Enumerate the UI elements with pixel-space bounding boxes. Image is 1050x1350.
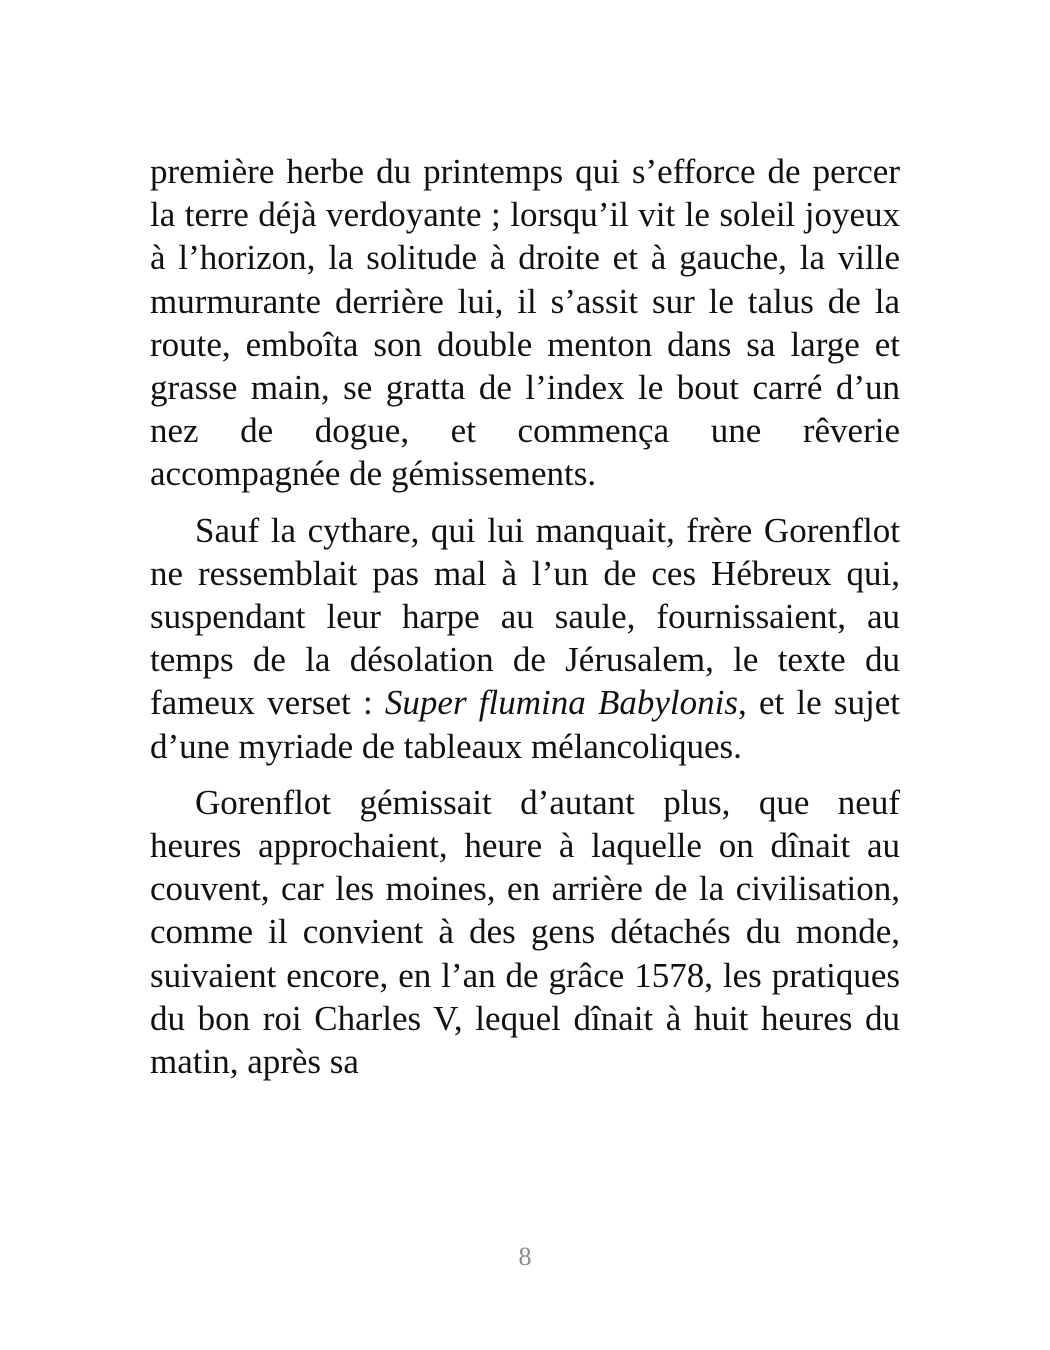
paragraph-2-text-a: Sauf la cythare, qui lui manquait, frère Gorenflot ne ressemblait pas mal à l’un de ces Hébreux qui, suspendant leur harpe au saule, fournissaient, au temps de la désolation de Jérusalem, le texte du fameux verset : [150, 510, 900, 723]
page-number: 8 [518, 1242, 532, 1271]
paragraph-1 [150, 150, 900, 496]
paragraph-3 [150, 781, 900, 1083]
paragraph-2 [150, 509, 900, 768]
paragraph-2-latin-quote: Super flumina Babylonis [384, 683, 738, 723]
paragraph-1-text: première herbe du printemps qui s’efforce de percer la terre déjà verdoyante ; lorsqu’il vit le soleil joyeux à l’horizon, la solitude à droite et à gauche, la ville murmurante derrière lui, il s’assit sur le talus de la route, emboîta son double menton dans sa large et grasse main, se gratta de l’index le bout carré d’un nez de dogue, et commença une rêverie accompagnée de gémissements. [150, 152, 900, 494]
paragraph-2-text-b: , et le sujet d’une myriade de tableaux mélancoliques. [150, 683, 901, 766]
paragraph-3-text: Gorenflot gémissait d’autant plus, que neuf heures approchaient, heure à laquelle on dînait au couvent, car les moines, en arrière de la civilisation, comme il convient à des gens détachés du monde, suivaient encore, en l’an de grâce 1578, les pratiques du bon roi Charles V, lequel dînait à huit heures du matin, après sa [150, 782, 900, 1082]
body-text [150, 150, 900, 1083]
